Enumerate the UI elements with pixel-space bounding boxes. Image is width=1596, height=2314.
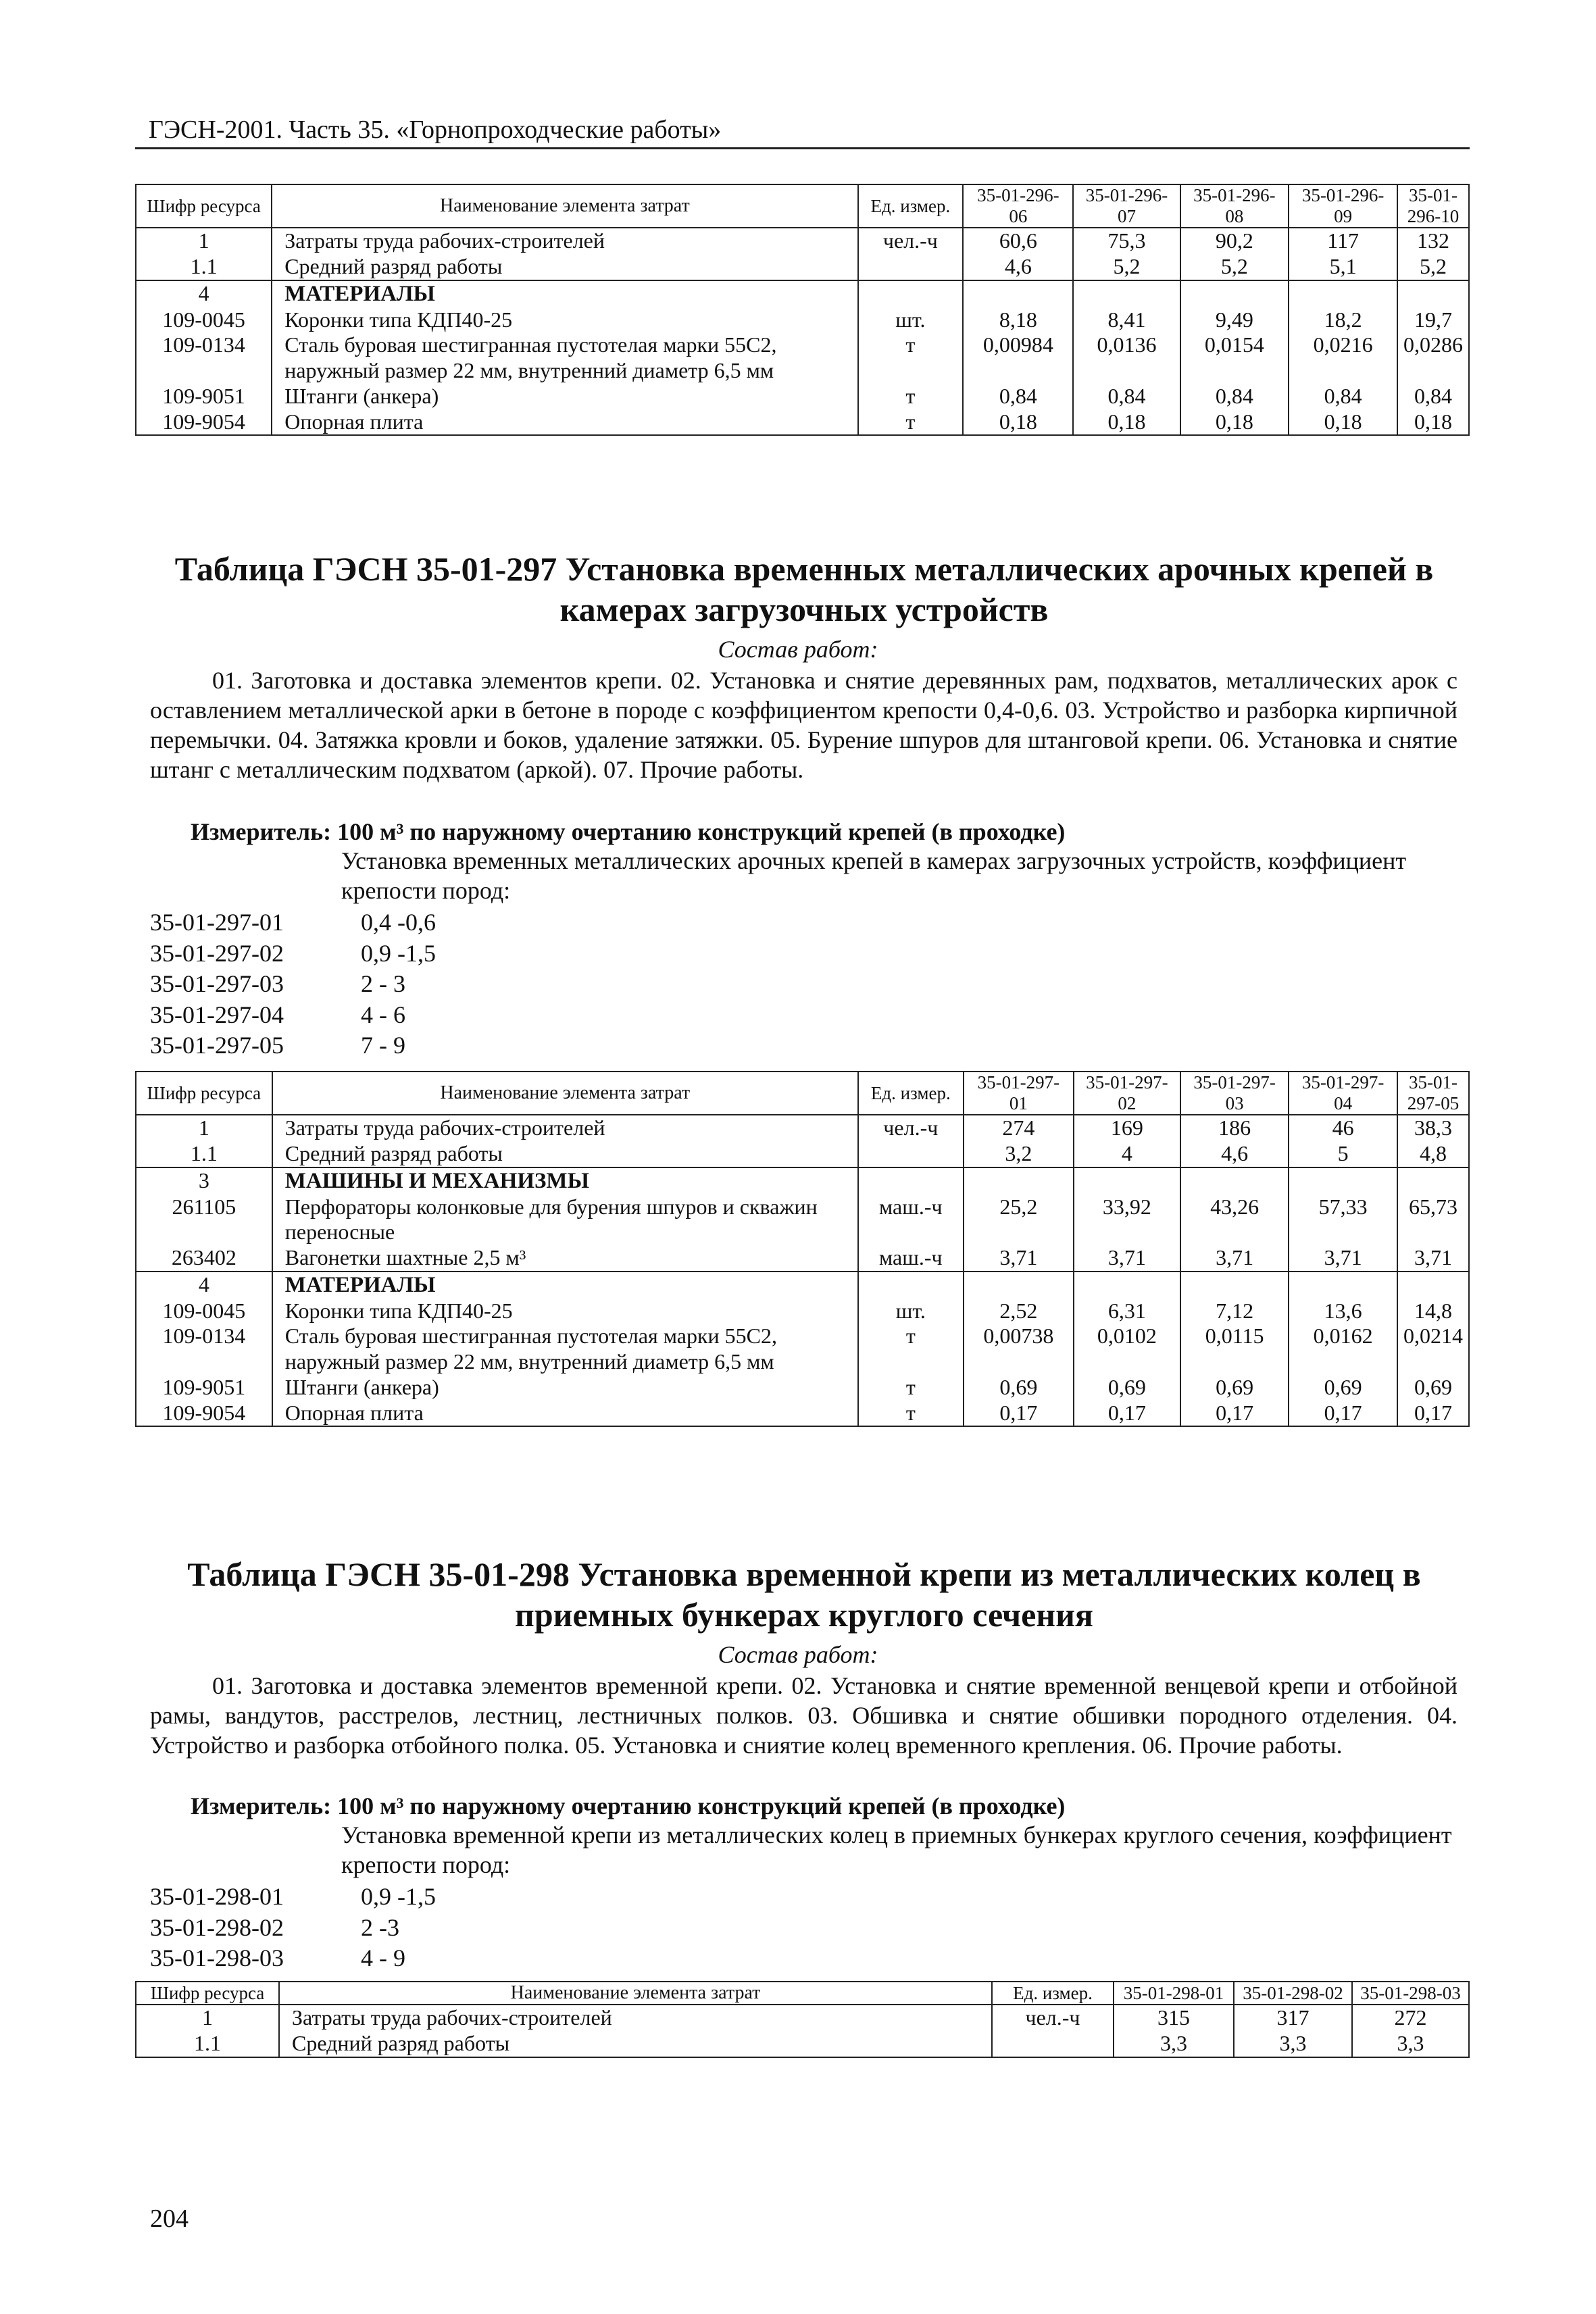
value-cell: 9,49: [1180, 307, 1289, 333]
resource-name: Вагонетки шахтные 2,5 м³: [272, 1245, 858, 1272]
value-cell: 0,0115: [1180, 1324, 1289, 1375]
norm-code-row: [150, 1943, 436, 1974]
column-header-norm-code: 35-01-297-04: [1289, 1072, 1397, 1115]
value-cell: 0,69: [1289, 1375, 1397, 1401]
column-header-norm-code: 35-01-296-07: [1073, 184, 1180, 228]
resource-name: Штанги (анкера): [272, 384, 857, 409]
value-cell: 7,12: [1180, 1299, 1289, 1324]
value-cell: 169: [1074, 1115, 1180, 1141]
resource-code: 1: [136, 2005, 279, 2031]
table-row: [136, 384, 1469, 409]
resource-name: Средний разряд работы: [272, 1141, 858, 1167]
value-cell: 0,84: [1073, 384, 1180, 409]
value-cell: [1289, 280, 1397, 307]
table-297-title-line1: Таблица ГЭСН 35-01-297 Установка временных металлических арочных крепей в: [174, 550, 1434, 588]
table-row: [136, 409, 1469, 436]
resource-code: 109-9051: [136, 1375, 272, 1401]
norm-code-row: [150, 969, 436, 1000]
resource-code: 109-9051: [136, 384, 272, 409]
resource-code: 4: [136, 280, 272, 307]
value-cell: 0,69: [1180, 1375, 1289, 1401]
column-header-norm-code: 35-01-298-03: [1352, 1982, 1469, 2005]
value-cell: 65,73: [1397, 1194, 1469, 1246]
norm-code: 35-01-297-01: [150, 909, 284, 936]
table-297-title-line2: камерах загрузочных устройств: [559, 590, 1049, 628]
table-row: [136, 2005, 1469, 2031]
value-cell: 0,84: [1289, 384, 1397, 409]
value-cell: 0,00984: [963, 332, 1073, 384]
table-row: [136, 1194, 1469, 1246]
value-cell: 5,1: [1289, 254, 1397, 280]
value-cell: [1180, 280, 1289, 307]
column-header-name: Наименование элемента затрат: [272, 184, 857, 228]
value-cell: 0,18: [963, 409, 1073, 436]
header-row: [136, 1982, 1469, 2005]
value-cell: 33,92: [1074, 1194, 1180, 1246]
value-cell: [963, 280, 1073, 307]
value-cell: 3,71: [1074, 1245, 1180, 1272]
work-composition-text: 01. Заготовка и доставка элементов крепи. 02. Установка и снятие деревянных рам, подхватов, металлических арок с оставлением металлической арки в бетоне в породе с коэффициентом крепости 0,4-0,6. 03. Устройство и разборка кирпичной перемычки. 04. Затяжка кровли и боков, удаление затяжки. 05. Бурение шпуров для штанговой крепи. 06. Установка и снятие штанг с металлическим подхватом (аркой). 07. Прочие работы.: [150, 667, 1457, 783]
norm-table-297: [135, 1071, 1470, 1427]
unit-cell: [858, 280, 964, 307]
resource-code: 1.1: [136, 254, 272, 280]
resource-name: Опорная плита: [272, 1401, 858, 1427]
value-cell: 25,2: [964, 1194, 1074, 1246]
rock-strength-range: 0,9 -1,5: [361, 1883, 436, 1910]
value-cell: 13,6: [1289, 1299, 1397, 1324]
table-row: [136, 2031, 1469, 2057]
section-row: [136, 1167, 1469, 1194]
column-header-name: Наименование элемента затрат: [272, 1072, 858, 1115]
value-cell: 3,3: [1352, 2031, 1469, 2057]
value-cell: 272: [1352, 2005, 1469, 2031]
table-row: [136, 1401, 1469, 1427]
resource-code: 109-9054: [136, 409, 272, 436]
value-cell: 3,71: [1397, 1245, 1469, 1272]
rock-strength-range: 4 - 9: [361, 1944, 405, 1971]
running-header: ГЭСН-2001. Часть 35. «Горнопроходческие работы»: [149, 116, 722, 144]
value-cell: 4,6: [963, 254, 1073, 280]
resource-name: Сталь буровая шестигранная пустотелая марки 55С2, наружный размер 22 мм, внутренний диаметр 6,5 мм: [272, 1324, 858, 1375]
value-cell: 4,6: [1180, 1141, 1289, 1167]
column-header-norm-code: 35-01-296-06: [963, 184, 1073, 228]
value-cell: 0,00738: [964, 1324, 1074, 1375]
resource-name: Коронки типа КДП40-25: [272, 307, 857, 333]
resource-code: 109-0045: [136, 1299, 272, 1324]
rock-intro: Установка временных металлических арочных крепей в камерах загрузочных устройств, коэффициент крепости пород:: [341, 847, 1407, 904]
norm-code: 35-01-298-02: [150, 1913, 284, 1941]
value-cell: 0,0136: [1073, 332, 1180, 384]
value-cell: [964, 1167, 1074, 1194]
table-row: [136, 1115, 1469, 1141]
header-row: [136, 1072, 1469, 1115]
table-body: [136, 1072, 1469, 1426]
resource-name: Опорная плита: [272, 409, 857, 436]
value-cell: 60,6: [963, 228, 1073, 254]
section-row: [136, 1272, 1469, 1299]
value-cell: 132: [1397, 228, 1469, 254]
value-cell: [1073, 280, 1180, 307]
column-header-norm-code: 35-01-297-02: [1074, 1072, 1180, 1115]
resource-code: 4: [136, 1272, 272, 1299]
work-composition-text: 01. Заготовка и доставка элементов временной крепи. 02. Установка и снятие временной венцевой крепи и отбойной рамы, вандутов, расстрелов, лестниц, лестничных полков. 03. Обшивка и снятие обшивки породного отделения. 04. Устройство и разборка отбойного полка. 05. Установка и сниятие колец временного крепления. 06. Прочие работы.: [150, 1672, 1457, 1759]
measure-unit: Измеритель: 100 м³ по наружному очертанию конструкций крепей (в проходке): [191, 818, 1066, 845]
value-cell: [1289, 1272, 1397, 1299]
value-cell: 0,0214: [1397, 1324, 1469, 1375]
rock-strength-range: 2 - 3: [361, 970, 405, 997]
value-cell: 315: [1114, 2005, 1234, 2031]
norm-table-298: [135, 1981, 1470, 2058]
resource-code: 109-0134: [136, 1324, 272, 1375]
unit-cell: [858, 1141, 964, 1167]
value-cell: [1397, 1167, 1469, 1194]
value-cell: 0,18: [1289, 409, 1397, 436]
unit-cell: т: [858, 1401, 964, 1427]
value-cell: 3,2: [964, 1141, 1074, 1167]
value-cell: 43,26: [1180, 1194, 1289, 1246]
column-header-unit: Ед. измер.: [858, 1072, 964, 1115]
value-cell: 0,18: [1180, 409, 1289, 436]
value-cell: 0,17: [1180, 1401, 1289, 1427]
table-298-title: [149, 1554, 1460, 1635]
value-cell: 0,69: [1074, 1375, 1180, 1401]
value-cell: 5: [1289, 1141, 1397, 1167]
unit-cell: т: [858, 384, 964, 409]
value-cell: 2,52: [964, 1299, 1074, 1324]
resource-name: Средний разряд работы: [279, 2031, 992, 2057]
value-cell: 0,84: [963, 384, 1073, 409]
norm-table-296: [135, 184, 1470, 436]
resource-code: 1.1: [136, 1141, 272, 1167]
unit-cell: шт.: [858, 1299, 964, 1324]
norm-code-list-297: [150, 907, 436, 1061]
unit-cell: чел.-ч: [858, 1115, 964, 1141]
resource-code: 1: [136, 1115, 272, 1141]
unit-cell: т: [858, 409, 964, 436]
value-cell: 0,0216: [1289, 332, 1397, 384]
value-cell: 19,7: [1397, 307, 1469, 333]
measure-unit: Измеритель: 100 м³ по наружному очертанию конструкций крепей (в проходке): [191, 1792, 1066, 1819]
unit-cell: чел.-ч: [992, 2005, 1114, 2031]
page-number: 204: [150, 2205, 189, 2233]
unit-cell: [858, 254, 964, 280]
norm-code-row: [150, 1030, 436, 1061]
resource-code: 261105: [136, 1194, 272, 1246]
value-cell: 0,0102: [1074, 1324, 1180, 1375]
value-cell: [1397, 280, 1469, 307]
resource-name: Перфораторы колонковые для бурения шпуров и скважин переносные: [272, 1194, 858, 1246]
column-header-norm-code: 35-01-296-10: [1397, 184, 1469, 228]
norm-code-row: [150, 1913, 436, 1944]
column-header-code: Шифр ресурса: [136, 1072, 272, 1115]
value-cell: 0,17: [1289, 1401, 1397, 1427]
work-composition-label: Состав работ:: [718, 636, 878, 663]
value-cell: [1289, 1167, 1397, 1194]
value-cell: 0,84: [1397, 384, 1469, 409]
resource-name: МАТЕРИАЛЫ: [272, 1272, 858, 1299]
resource-code: 109-9054: [136, 1401, 272, 1427]
norm-code-row: [150, 1000, 436, 1031]
norm-code: 35-01-297-04: [150, 1001, 284, 1028]
value-cell: 90,2: [1180, 228, 1289, 254]
table-298-title-line2: приемных бункерах круглого сечения: [515, 1596, 1093, 1634]
rock-strength-range: 2 -3: [361, 1913, 399, 1941]
column-header-norm-code: 35-01-297-01: [964, 1072, 1074, 1115]
table-row: [136, 1299, 1469, 1324]
rock-strength-range: 0,4 -0,6: [361, 909, 436, 936]
unit-cell: маш.-ч: [858, 1194, 964, 1246]
value-cell: 57,33: [1289, 1194, 1397, 1246]
resource-code: 109-0134: [136, 332, 272, 384]
value-cell: [964, 1272, 1074, 1299]
norm-code-list-298: [150, 1882, 436, 1974]
value-cell: 0,69: [1397, 1375, 1469, 1401]
resource-name: Штанги (анкера): [272, 1375, 858, 1401]
unit-cell: т: [858, 332, 964, 384]
table-row: [136, 307, 1469, 333]
unit-cell: [992, 2031, 1114, 2057]
value-cell: 117: [1289, 228, 1397, 254]
resource-name: МАТЕРИАЛЫ: [272, 280, 857, 307]
table-298-title-line1: Таблица ГЭСН 35-01-298 Установка временной крепи из металлических колец в: [187, 1555, 1421, 1593]
table-297-title: [149, 549, 1460, 630]
column-header-norm-code: 35-01-297-03: [1180, 1072, 1289, 1115]
value-cell: 0,84: [1180, 384, 1289, 409]
table-row: [136, 1245, 1469, 1272]
table-row: [136, 1375, 1469, 1401]
value-cell: [1180, 1272, 1289, 1299]
value-cell: 0,0154: [1180, 332, 1289, 384]
value-cell: [1074, 1272, 1180, 1299]
table-row: [136, 1324, 1469, 1375]
resource-name: Сталь буровая шестигранная пустотелая марки 55С2, наружный размер 22 мм, внутренний диаметр 6,5 мм: [272, 332, 857, 384]
table-row: [136, 332, 1469, 384]
unit-cell: [858, 1167, 964, 1194]
resource-code: 263402: [136, 1245, 272, 1272]
unit-cell: [858, 1272, 964, 1299]
resource-name: Средний разряд работы: [272, 254, 857, 280]
value-cell: 18,2: [1289, 307, 1397, 333]
resource-code: 1.1: [136, 2031, 279, 2057]
header-rule: [135, 147, 1470, 149]
value-cell: 317: [1234, 2005, 1352, 2031]
column-header-code: Шифр ресурса: [136, 1982, 279, 2005]
value-cell: 0,17: [1074, 1401, 1180, 1427]
rock-strength-range: 4 - 6: [361, 1001, 405, 1028]
value-cell: 4,8: [1397, 1141, 1469, 1167]
value-cell: 5,2: [1397, 254, 1469, 280]
column-header-norm-code: 35-01-298-02: [1234, 1982, 1352, 2005]
column-header-norm-code: 35-01-297-05: [1397, 1072, 1469, 1115]
column-header-code: Шифр ресурса: [136, 184, 272, 228]
value-cell: 0,0162: [1289, 1324, 1397, 1375]
rock-intro: Установка временной крепи из металлических колец в приемных бункерах круглого сечения, коэффициент крепости пород:: [341, 1821, 1452, 1878]
unit-cell: чел.-ч: [858, 228, 964, 254]
resource-name: Затраты труда рабочих-строителей: [279, 2005, 992, 2031]
value-cell: 0,69: [964, 1375, 1074, 1401]
column-header-name: Наименование элемента затрат: [279, 1982, 992, 2005]
rock-strength-range: 7 - 9: [361, 1032, 405, 1059]
column-header-norm-code: 35-01-296-09: [1289, 184, 1397, 228]
value-cell: 8,41: [1073, 307, 1180, 333]
value-cell: 0,0286: [1397, 332, 1469, 384]
norm-code-row: [150, 907, 436, 938]
value-cell: 75,3: [1073, 228, 1180, 254]
value-cell: 5,2: [1073, 254, 1180, 280]
value-cell: 274: [964, 1115, 1074, 1141]
column-header-unit: Ед. измер.: [858, 184, 964, 228]
resource-code: 3: [136, 1167, 272, 1194]
value-cell: 0,18: [1073, 409, 1180, 436]
header-row: [136, 184, 1469, 228]
unit-cell: маш.-ч: [858, 1245, 964, 1272]
value-cell: 186: [1180, 1115, 1289, 1141]
table-row: [136, 228, 1469, 254]
norm-code-row: [150, 938, 436, 970]
norm-code: 35-01-298-03: [150, 1944, 284, 1971]
column-header-norm-code: 35-01-298-01: [1114, 1982, 1234, 2005]
value-cell: 14,8: [1397, 1299, 1469, 1324]
value-cell: 3,71: [1180, 1245, 1289, 1272]
value-cell: 4: [1074, 1141, 1180, 1167]
resource-code: 1: [136, 228, 272, 254]
table-body: [136, 1982, 1469, 2057]
resource-code: 109-0045: [136, 307, 272, 333]
value-cell: [1180, 1167, 1289, 1194]
norm-code: 35-01-297-02: [150, 939, 284, 967]
table-row: [136, 1141, 1469, 1167]
value-cell: 8,18: [963, 307, 1073, 333]
norm-code: 35-01-297-05: [150, 1032, 284, 1059]
value-cell: 0,17: [964, 1401, 1074, 1427]
resource-name: Коронки типа КДП40-25: [272, 1299, 858, 1324]
column-header-unit: Ед. измер.: [992, 1982, 1114, 2005]
work-composition-label: Состав работ:: [718, 1641, 878, 1668]
norm-code-row: [150, 1882, 436, 1913]
norm-code: 35-01-298-01: [150, 1883, 284, 1910]
column-header-norm-code: 35-01-296-08: [1180, 184, 1289, 228]
value-cell: 3,3: [1234, 2031, 1352, 2057]
rock-strength-range: 0,9 -1,5: [361, 939, 436, 967]
unit-cell: шт.: [858, 307, 964, 333]
value-cell: 46: [1289, 1115, 1397, 1141]
table-body: [136, 184, 1469, 435]
unit-cell: т: [858, 1324, 964, 1375]
value-cell: 0,17: [1397, 1401, 1469, 1427]
section-row: [136, 280, 1469, 307]
value-cell: 6,31: [1074, 1299, 1180, 1324]
value-cell: [1397, 1272, 1469, 1299]
value-cell: 3,3: [1114, 2031, 1234, 2057]
resource-name: Затраты труда рабочих-строителей: [272, 1115, 858, 1141]
norm-code: 35-01-297-03: [150, 970, 284, 997]
value-cell: 38,3: [1397, 1115, 1469, 1141]
resource-name: Затраты труда рабочих-строителей: [272, 228, 857, 254]
value-cell: 0,18: [1397, 409, 1469, 436]
value-cell: [1074, 1167, 1180, 1194]
unit-cell: т: [858, 1375, 964, 1401]
value-cell: 3,71: [1289, 1245, 1397, 1272]
table-row: [136, 254, 1469, 280]
value-cell: 3,71: [964, 1245, 1074, 1272]
resource-name: МАШИНЫ И МЕХАНИЗМЫ: [272, 1167, 858, 1194]
value-cell: 5,2: [1180, 254, 1289, 280]
